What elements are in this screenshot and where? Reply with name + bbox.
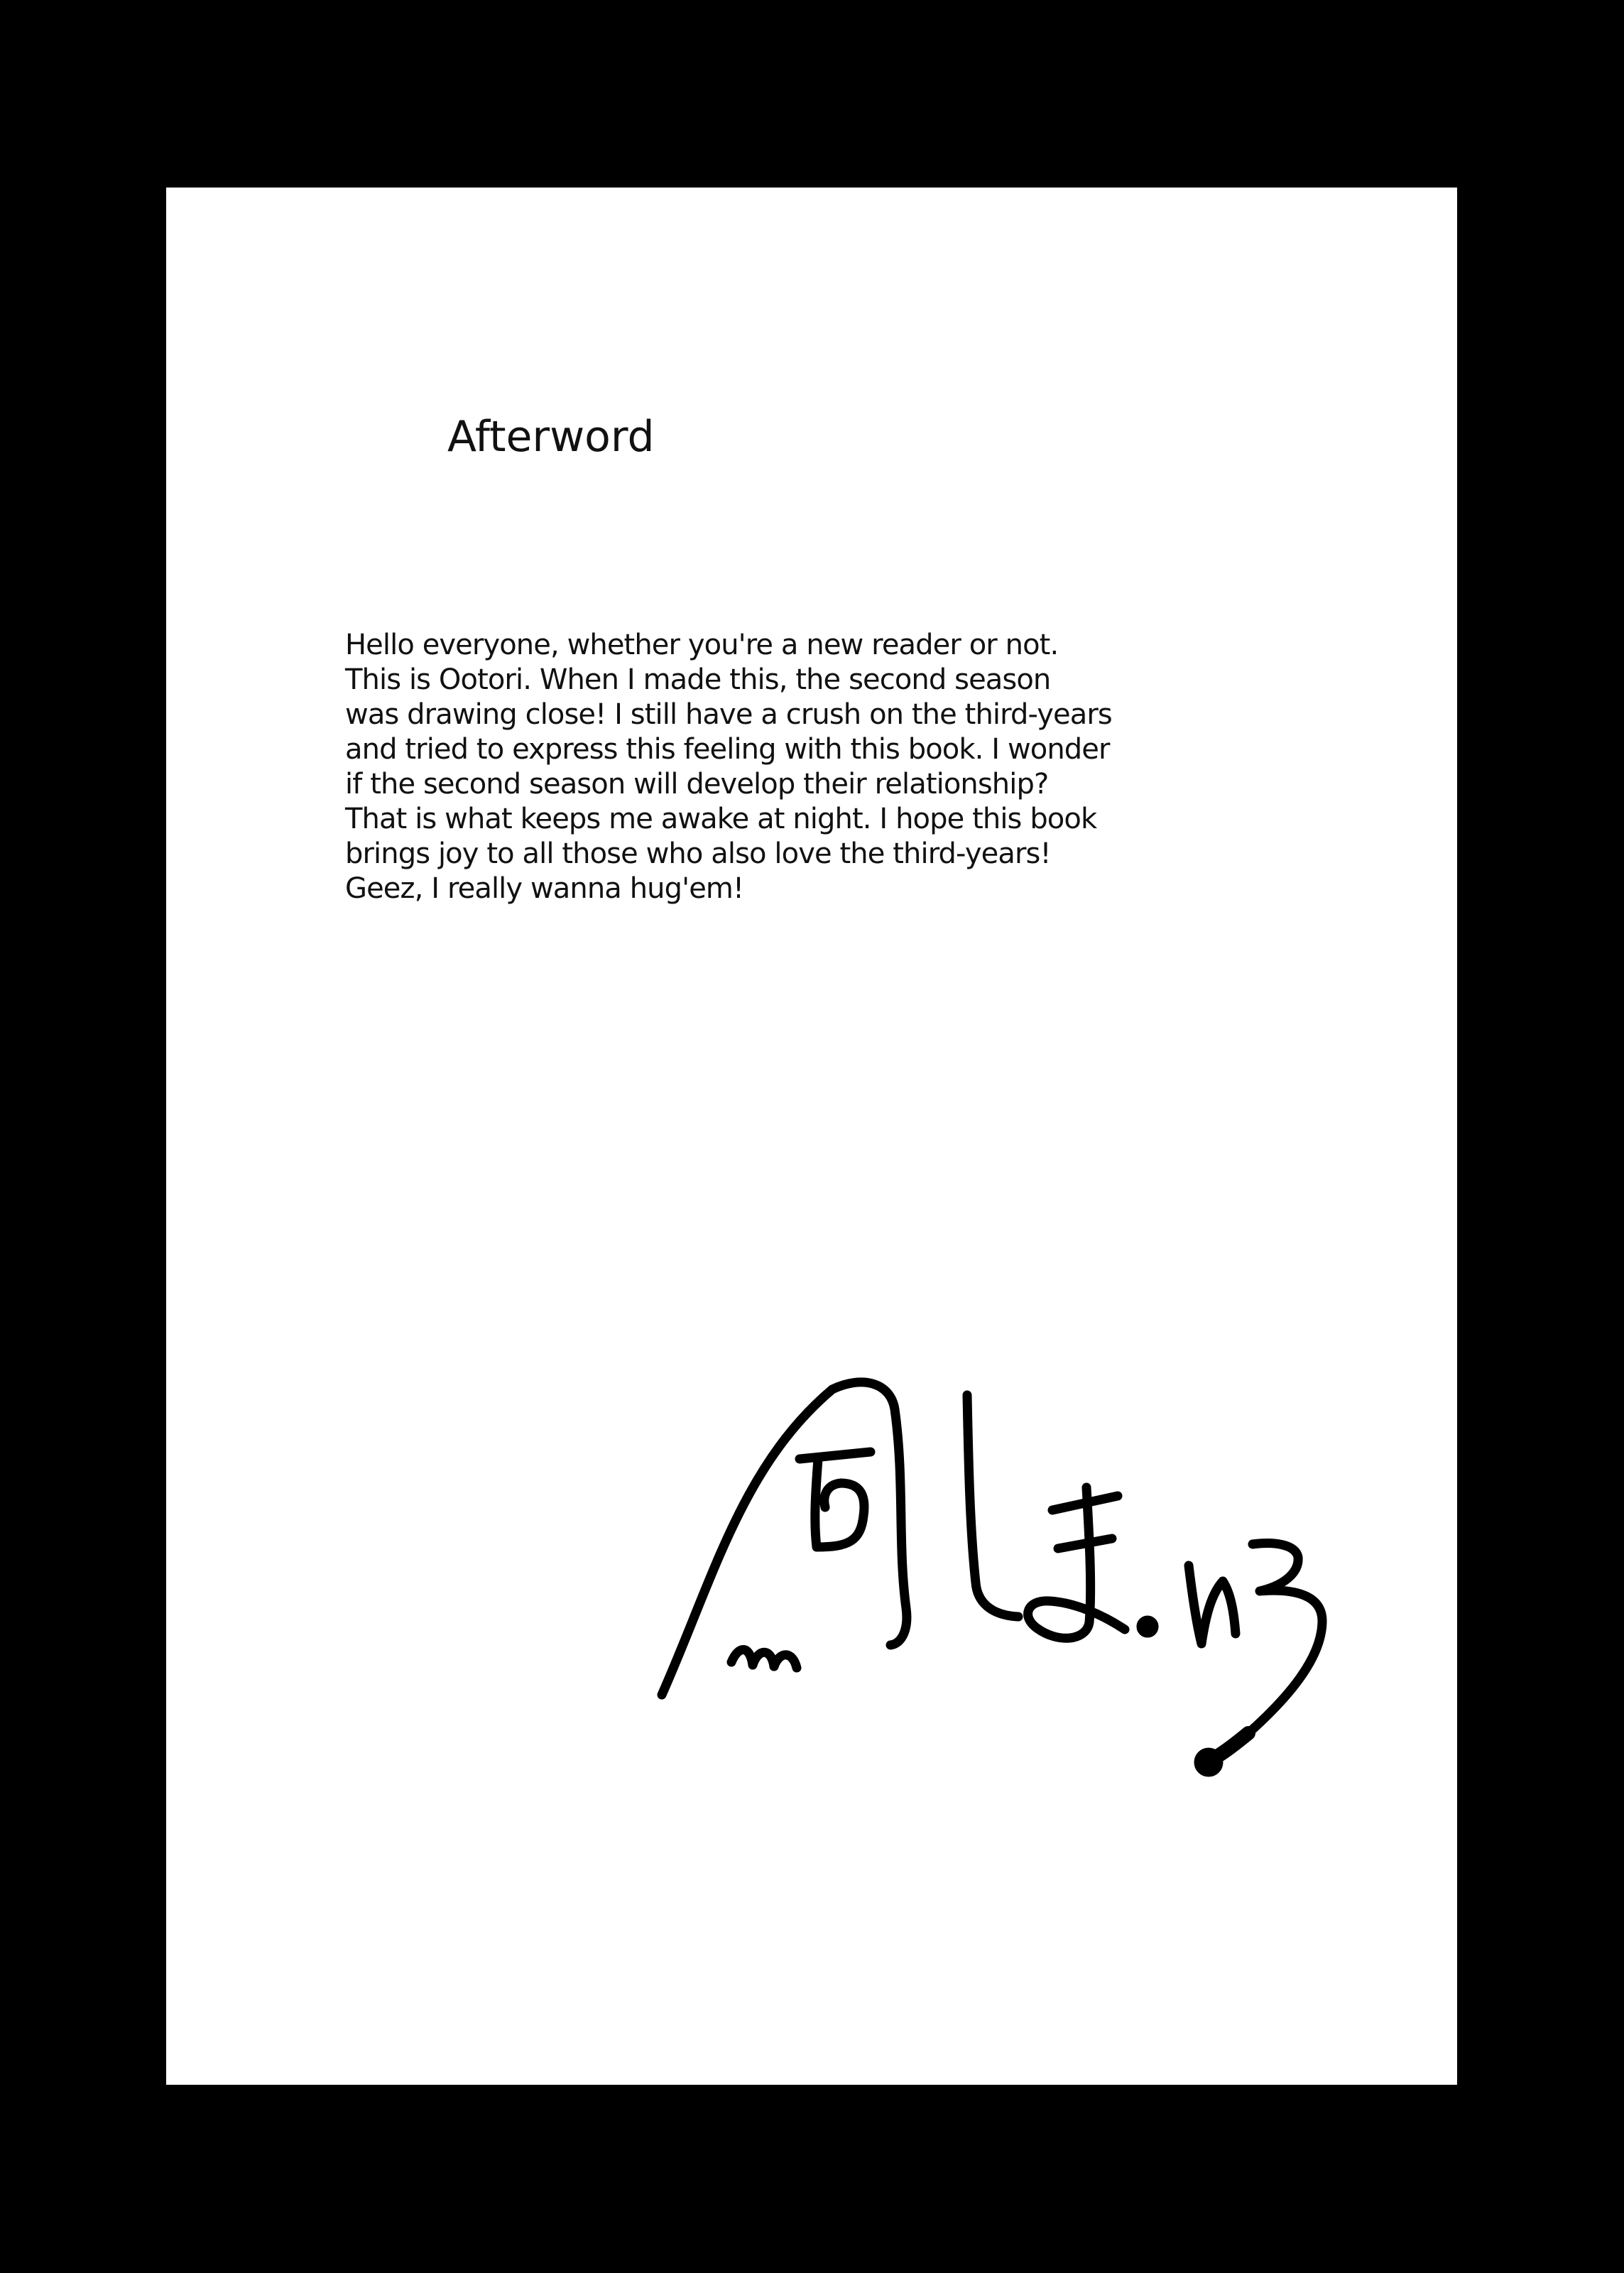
signature-stroke bbox=[662, 1382, 907, 1695]
signature-stroke bbox=[967, 1395, 1018, 1617]
body-line: if the second season will develop their relationship? bbox=[345, 768, 1049, 801]
afterword-page bbox=[166, 188, 1457, 2085]
signature-stroke bbox=[1248, 1544, 1322, 1733]
signature-stroke bbox=[1189, 1566, 1236, 1644]
afterword-body bbox=[345, 628, 1112, 906]
signature-stroke bbox=[1028, 1487, 1125, 1638]
body-line: That is what keeps me awake at night. I hope this book bbox=[345, 803, 1097, 835]
signature-dot bbox=[1141, 1620, 1154, 1633]
body-line: was drawing close! I still have a crush on the third-years bbox=[345, 698, 1112, 731]
body-line: brings joy to all those who also love the third-years! bbox=[345, 837, 1051, 870]
body-line: and tried to express this feeling with this book. I wonder bbox=[345, 733, 1110, 766]
signature-dot bbox=[1199, 1752, 1219, 1772]
handwritten-signature bbox=[635, 1310, 1373, 1793]
signature-stroke bbox=[774, 1655, 797, 1668]
signature-stroke bbox=[800, 1452, 871, 1459]
signature-stroke bbox=[815, 1459, 864, 1547]
body-line: This is Ootori. When I made this, the second season bbox=[345, 663, 1051, 696]
page-title: Afterword bbox=[447, 412, 655, 462]
body-line: Hello everyone, whether you're a new reader or not. bbox=[345, 629, 1059, 661]
body-line: Geez, I really wanna hug'em! bbox=[345, 872, 744, 905]
